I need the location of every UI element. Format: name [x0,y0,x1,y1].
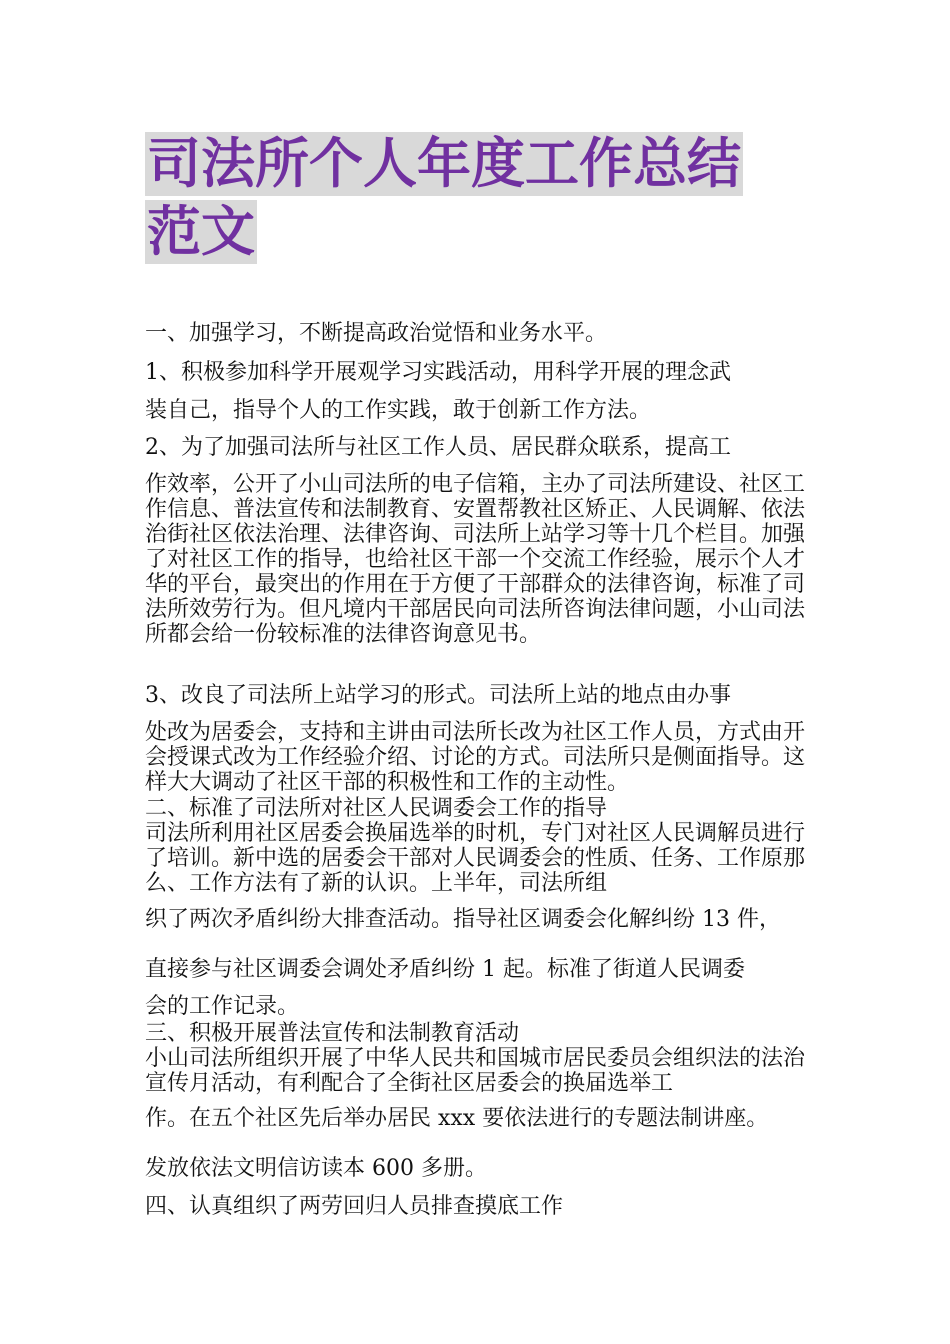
section-3-heading: 三、积极开展普法宣传和法制教育活动 [145,1021,520,1046]
section-1-heading: 一、加强学习，不断提高政治觉悟和业务水平。 [145,321,608,346]
section-4-heading: 四、认真组织了两劳回归人员排查摸底工作 [145,1194,564,1219]
section-2-line-b: 直接参与社区调委会调处矛盾纠纷 1 起。标准了街道人民调委 [145,957,745,982]
section-2-body: 司法所利用社区居委会换届选举的时机，专门对社区人民调解员进行了培训。新中选的居委会干部对人民调委会的性质、任务、工作原那么、工作方法有了新的认识。上半年，司法所组 [145,821,806,896]
section-2-heading: 二、标准了司法所对社区人民调委会工作的指导 [145,796,608,821]
paragraph-2-body: 作效率，公开了小山司法所的电子信箱，主办了司法所建设、社区工作信息、普法宣传和法制教育、安置帮教社区矫正、人民调解、依法治街社区依法治理、法律咨询、司法所上站学习等十几个栏目。加强了对社区工作的指导，也给社区干部一个交流工作经验，展示个人才华的平台，最突出的作用在于方便了干部群众的法律咨询，标准了司法所效劳行为。但凡境内干部居民向司法所咨询法律问题，小山司法所都会给一份较标准的法律咨询意见书。 [145,472,806,647]
section-2-line-a: 织了两次矛盾纠纷大排查活动。指导社区调委会化解纠纷 13 件， [145,907,781,932]
section-3-line-b: 发放依法文明信访读本 600 多册。 [145,1156,487,1181]
paragraph-1-line-2: 装自己，指导个人的工作实践，敢于创新工作方法。 [145,398,652,423]
paragraph-3-line-1: 3、改良了司法所上站学习的形式。司法所上站的地点由办事 [145,683,731,708]
document-title-line-1: 司法所个人年度工作总结 [147,132,741,195]
paragraph-1-line-1: 1、积极参加科学开展观学习实践活动，用科学开展的理念武 [145,360,731,385]
section-3-body: 小山司法所组织开展了中华人民共和国城市居民委员会组织法的法治宣传月活动，有利配合了全街社区居委会的换届选举工 [145,1046,806,1096]
section-2-line-c: 会的工作记录。 [145,994,300,1019]
document-title-line-2: 范文 [147,200,255,263]
paragraph-3-body: 处改为居委会，支持和主讲由司法所长改为社区工作人员，方式由开会授课式改为工作经验介绍、讨论的方式。司法所只是侧面指导。这样大大调动了社区干部的积极性和工作的主动性。 [145,720,806,795]
section-3-line-a: 作。在五个社区先后举办居民 xxx 要依法进行的专题法制讲座。 [145,1106,769,1131]
paragraph-2-line-1: 2、为了加强司法所与社区工作人员、居民群众联系，提高工 [145,435,731,460]
